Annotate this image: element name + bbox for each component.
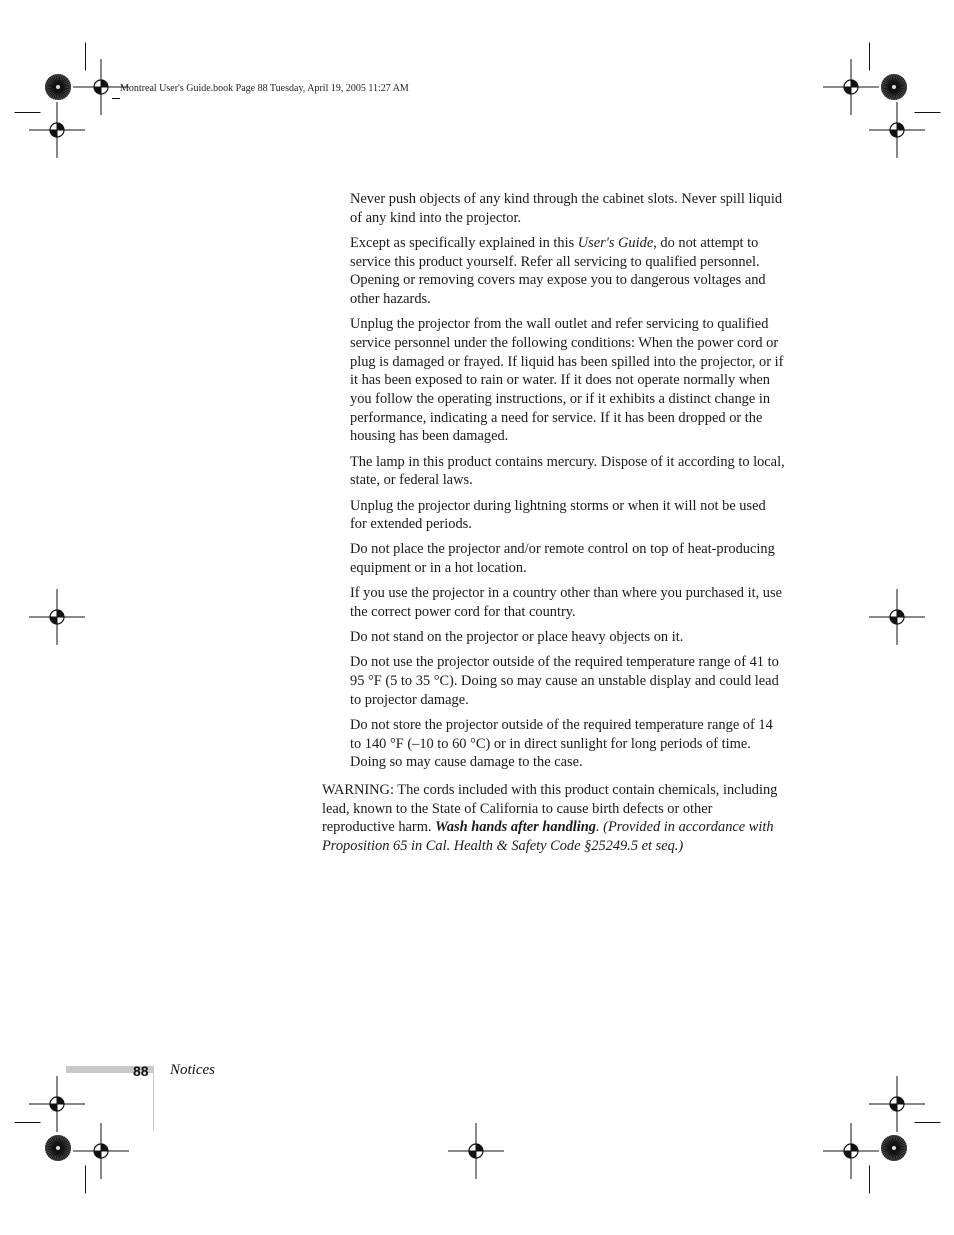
warning-wash-hands: Wash hands after handling (435, 819, 596, 836)
paragraph-cabinet-slots: Never push objects of any kind through the cabinet slots. Never spill liquid of any kind into the projector. (350, 191, 783, 226)
users-guide-title: User's Guide (577, 234, 654, 251)
starburst-mark-icon (880, 73, 908, 101)
starburst-mark-icon (44, 73, 72, 101)
paragraph-service-lead: Except as specifically explained in this (350, 234, 578, 251)
paragraph-service-rest: , do not attempt to service this product yourself. Refer all servicing to qualified personnel. Opening or removing covers may expose you to dangerous voltages and other hazards. (350, 234, 766, 308)
warning-citation: . (Provided in accordance with Proposition 65 in Cal. Health & Safety Code §25249.5 et seq.) (322, 819, 774, 855)
crop-line (914, 112, 941, 113)
paragraph-power-cord: If you use the projector in a country other than where you purchased it, use the correct power cord for that country. (350, 585, 782, 621)
starburst-mark-icon (44, 1134, 72, 1162)
crop-line (14, 112, 41, 113)
paragraph-mercury: The lamp in this product contains mercury. Dispose of it according to local, state, or federal laws. (350, 453, 785, 489)
crop-line (869, 42, 870, 71)
registration-target-icon (869, 589, 925, 645)
registration-target-icon (869, 102, 925, 158)
prop65-warning (322, 781, 788, 856)
paragraph-service (350, 234, 786, 309)
print-slug: Montreal User's Guide.book Page 88 Tuesday, April 19, 2005 11:27 AM (120, 83, 409, 94)
paragraph-unplug-conditions: Unplug the projector from the wall outlet and refer servicing to qualified service personnel under the following conditions: When the power cord or plug is damaged or frayed. If liquid has been spilled into the projector, or if it has been exposed to rain or water. If it does not operate normally when you follow the operating instructions, or if it exhibits a distinct change in performance, indicating a need for service. If it has been dropped or the housing has been damaged. (350, 316, 784, 445)
warning-label: WARNING (322, 782, 390, 798)
paragraph-lightning: Unplug the projector during lightning storms or when it will not be used for extended periods. (350, 497, 766, 533)
registration-target-icon (29, 589, 85, 645)
crop-line (869, 1165, 870, 1194)
page-number: 88 (133, 1063, 149, 1079)
crop-line (85, 1165, 86, 1194)
section-name: Notices (170, 1062, 215, 1078)
footer-rule (153, 1066, 154, 1130)
paragraph-storage-temp: Do not store the projector outside of the required temperature range of 14 to 140 °F (–10 to 60 °C) or in direct sunlight for long periods of time. Doing so may cause damage to the case. (350, 717, 773, 771)
paragraph-operating-temp: Do not use the projector outside of the required temperature range of 41 to 95 °F (5 to 35 °C). Doing so may cause an unstable display and could lead to projector damage. (350, 654, 779, 708)
crop-line (914, 1122, 941, 1123)
paragraph-heat: Do not place the projector and/or remote control on top of heat-producing equipment or in a hot location. (350, 541, 775, 577)
registration-target-icon (73, 1123, 129, 1179)
warning-text: : The cords included with this product contain chemicals, including lead, known to the State of California to cause birth defects or other reproductive harm. (322, 782, 778, 836)
crop-line (14, 1122, 41, 1123)
crop-line (85, 42, 86, 71)
paragraph-heavy-objects: Do not stand on the projector or place heavy objects on it. (350, 629, 684, 646)
registration-target-icon (29, 102, 85, 158)
notices-body (350, 190, 786, 779)
warning-paragraph (322, 781, 788, 856)
registration-target-icon (448, 1123, 504, 1179)
starburst-mark-icon (880, 1134, 908, 1162)
registration-target-icon (823, 1123, 879, 1179)
